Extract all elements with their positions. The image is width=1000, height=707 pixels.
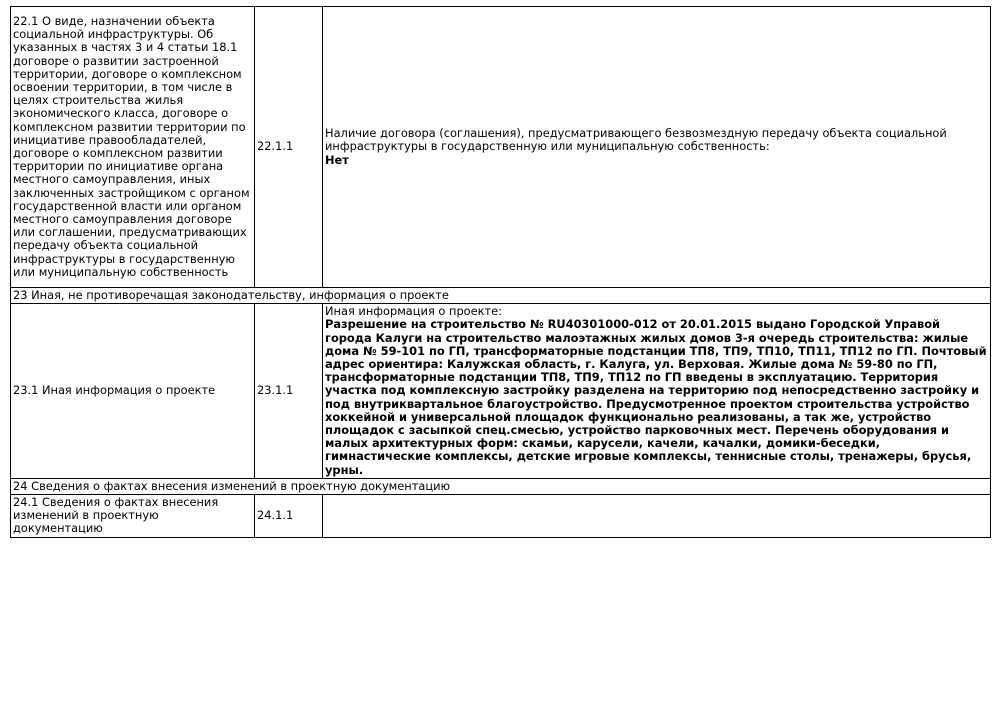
section-header-24 — [11, 478, 991, 494]
row-label-24-1: 24.1 Сведения о фактах внесения изменений в проектную документацию — [11, 495, 255, 538]
table-row-22-1 — [11, 7, 991, 288]
question-23-1: Иная информация о проекте: — [325, 304, 503, 319]
table-row-24-1 — [11, 495, 991, 538]
answer-23-1: Разрешение на строительство № RU40301000-012 от 20.01.2015 выдано Городской Управой города Калуги на строительство малоэтажных жилых домов 3-я очередь строительства: жилые дома № 59-101 по ГП, трансформаторные подстанции ТП8, ТП9, ТП10, ТП11, ТП12 по ГП. Почтовый адрес ориентира: Калужская область, г. Калуга, ул. Верховая. Жилые дома № 59-80 по ГП, трансформаторные подстанции ТП8, ТП9, ТП12 по ГП введены в эксплуатацию. Территория участка под комплексную застройку разделена на территорию под непосредственно застройку и под внутриквартальное благоустройство. Предусмотренное проектом строительства устройство хоккейной и универсальной площадок функционально реализованы, а так же, устройство площадок с засыпкой спец.смесью, устройство парковочных мест. Перечень оборудования и малых архитектурных форм: скамьи, карусели, качели, качалки, домики-беседки, гимнастические комплексы, детские игровые комплексы, теннисные столы, тренажеры, брусья, урны. — [325, 317, 987, 477]
question-22-1: Наличие договора (соглашения), предусматривающего безвозмездную передачу объекта социальной инфраструктуры в государственную или муниципальную собственность: — [325, 126, 947, 154]
row-label-22-1: 22.1 О виде, назначении объекта социальной инфраструктуры. Об указанных в частях 3 и 4 статьи 18.1 договоре о развитии застроенной территории, договоре о комплексном освоении территории, в том числе в целях строительства жилья экономического класса, договоре о комплексном развитии территории по инициативе правообладателей, договоре о комплексном развитии территории по инициативе органа местного самоуправления, иных заключенных застройщиком с органом государственной власти или органом местного самоуправления договоре или соглашении, предусматривающих передачу объекта социальной инфраструктуры в государственную или муниципальную собственность — [11, 7, 255, 288]
row-label-23-1: 23.1 Иная информация о проекте — [11, 304, 255, 479]
row-code-22-1: 22.1.1 — [255, 7, 323, 288]
section-title-24: 24 Сведения о фактах внесения изменений в проектную документацию — [11, 478, 991, 494]
row-value-23-1 — [323, 304, 991, 479]
section-header-23 — [11, 288, 991, 304]
row-code-24-1: 24.1.1 — [255, 495, 323, 538]
row-value-24-1 — [323, 495, 991, 538]
answer-22-1: Нет — [325, 152, 349, 167]
project-declaration-table — [10, 6, 991, 538]
row-value-22-1 — [323, 7, 991, 288]
section-title-23: 23 Иная, не противоречащая законодательству, информация о проекте — [11, 288, 991, 304]
table-row-23-1 — [11, 304, 991, 479]
row-code-23-1: 23.1.1 — [255, 304, 323, 479]
